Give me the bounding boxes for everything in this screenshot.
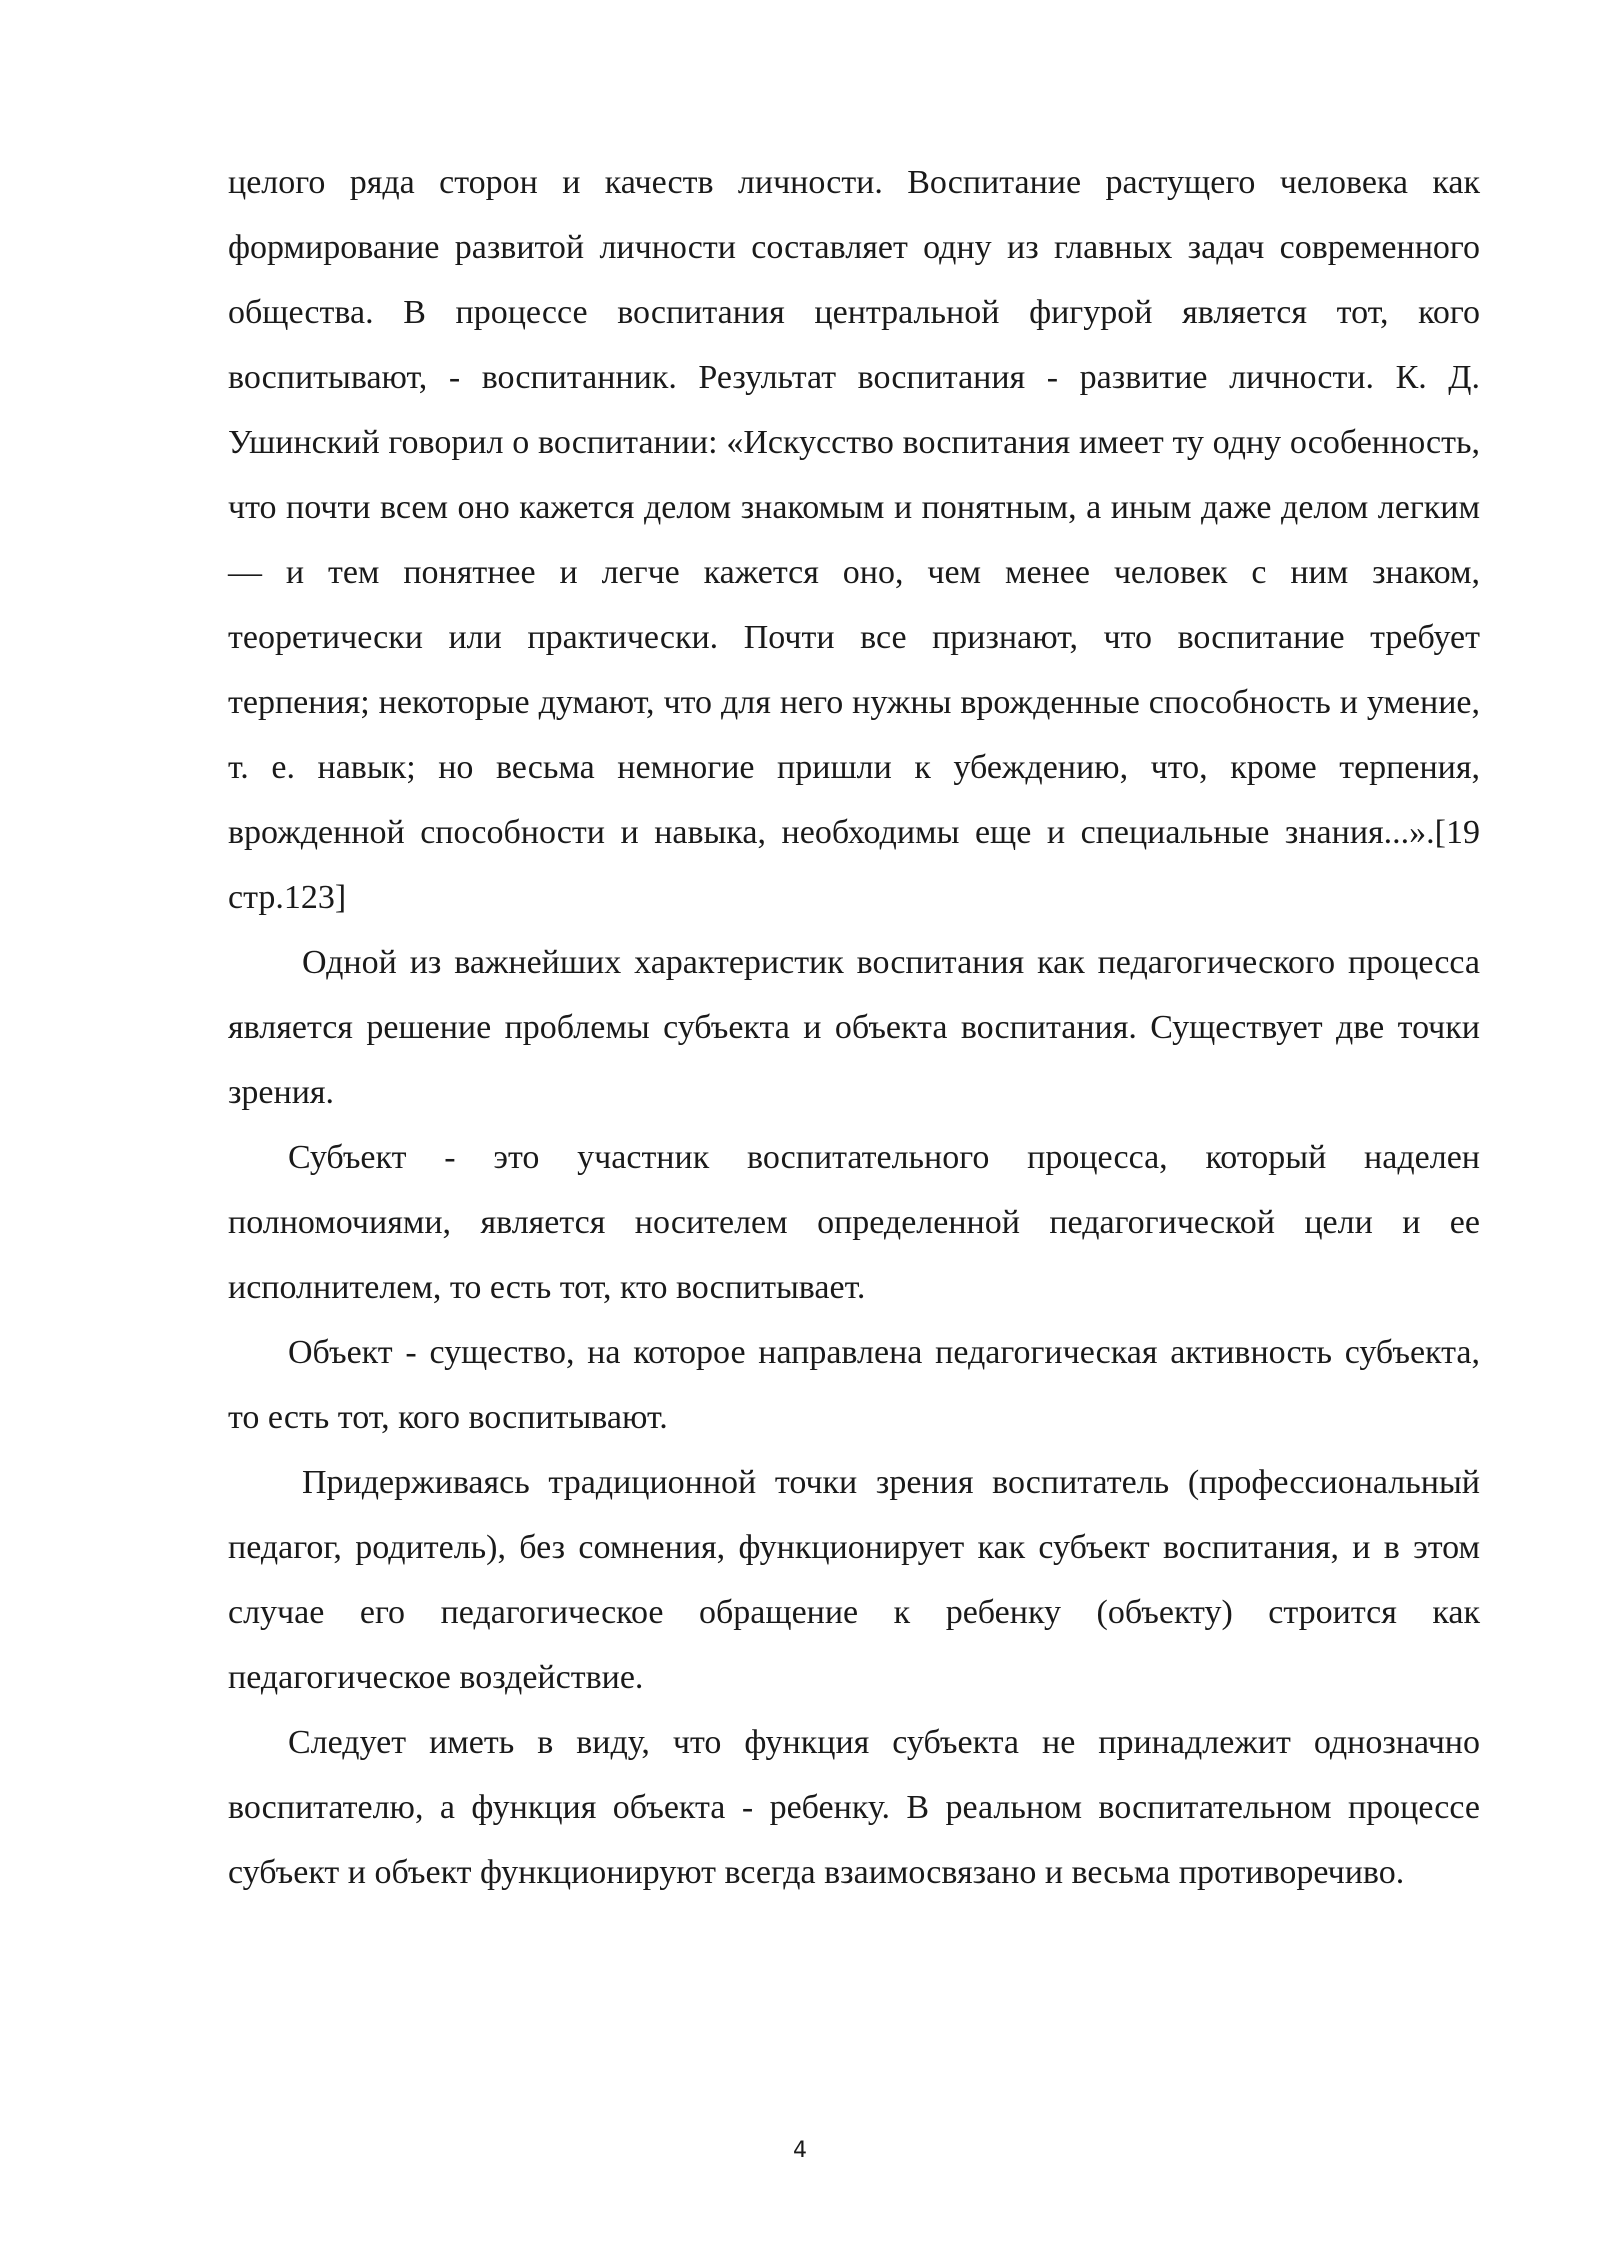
- paragraph-2: Одной из важнейших характеристик воспитания как педагогического процесса является решение проблемы субъекта и объекта воспитания. Существует две точки зрения.: [228, 944, 1480, 1111]
- paragraph-4: Объект - существо, на которое направлена педагогическая активность субъекта, то есть тот, кого воспитывают.: [228, 1334, 1480, 1436]
- paragraph-6: Следует иметь в виду, что функция субъекта не принадлежит однозначно воспитателю, а функция объекта - ребенку. В реальном воспитательном процессе субъект и объект функционируют всегда взаимосвязано и весьма противоречиво.: [228, 1724, 1480, 1891]
- paragraph-1: целого ряда сторон и качеств личности. Воспитание растущего человека как формирование развитой личности составляет одну из главных задач современного общества. В процессе воспитания центральной фигурой является тот, кого воспитывают, - воспитанник. Результат воспитания - развитие личности. К. Д. Ушинский говорил о воспитании: «Искусство воспитания имеет ту одну особенность, что почти всем оно кажется делом знакомым и понятным, а иным даже делом легким — и тем понятнее и легче кажется оно, чем менее человек с ним знаком, теоретически или практически. Почти все признают, что воспитание требует терпения; некоторые думают, что для него нужны врожденные способность и умение, т. е. навык; но весьма немногие пришли к убеждению, что, кроме терпения, врожденной способности и навыка, необходимы еще и специальные знания...».[19 стр.123]: [228, 164, 1480, 916]
- document-body: [228, 150, 1480, 1905]
- paragraph-3: Субъект - это участник воспитательного процесса, который наделен полномочиями, является носителем определенной педагогической цели и ее исполнителем, то есть тот, кто воспитывает.: [228, 1139, 1480, 1306]
- page-number: 4: [793, 2138, 807, 2163]
- paragraph-5: Придерживаясь традиционной точки зрения воспитатель (профессиональный педагог, родитель), без сомнения, функционирует как субъект воспитания, и в этом случае его педагогическое обращение к ребенку (объекту) строится как педагогическое воздействие.: [228, 1464, 1480, 1696]
